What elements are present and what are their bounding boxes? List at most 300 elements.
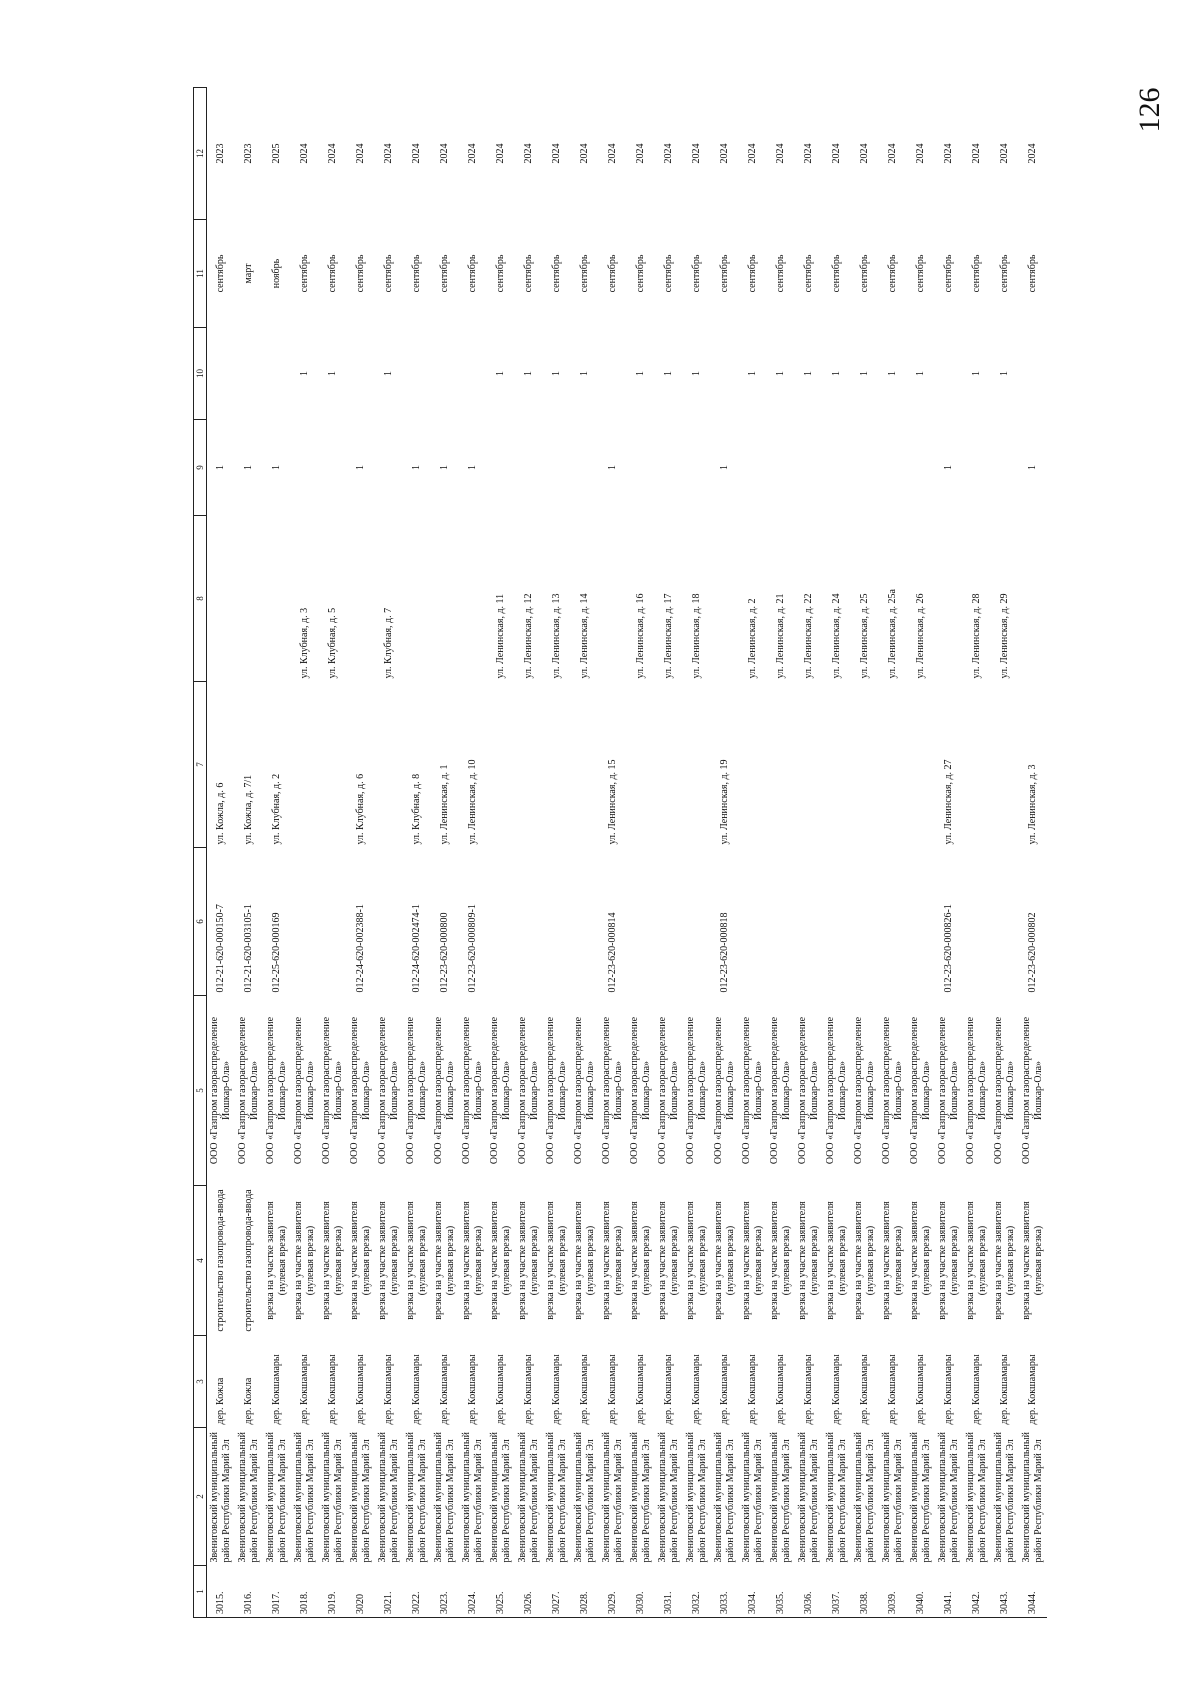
row-number: 3025. <box>487 1566 515 1618</box>
district-cell: Звениговский муниципальный район Республики Марий Эл <box>573 1432 596 1563</box>
count-cell-10: 1 <box>747 371 758 376</box>
month-cell: сентябрь <box>411 254 422 293</box>
organization-cell: ООО «Газпром газораспределение Йошкар-Ола» <box>545 1016 568 1165</box>
address-cell-alt <box>207 516 236 682</box>
district-cell: Звениговский муниципальный район Республики Марий Эл <box>657 1432 680 1563</box>
month-cell: сентябрь <box>775 254 786 293</box>
table-row <box>571 88 599 1618</box>
row-number: 3030. <box>627 1566 655 1618</box>
work-type-cell: врезка на участке заявителя (нулевая врезка) <box>461 1201 484 1320</box>
address-cell <box>375 682 403 848</box>
column-header: 5 <box>194 996 207 1186</box>
month-cell: сентябрь <box>859 254 870 293</box>
address-cell: ул. Клубная, д. 6 <box>355 773 366 845</box>
work-type-cell: врезка на участке заявителя (нулевая врезка) <box>937 1201 960 1320</box>
count-cell-9: 1 <box>243 465 254 470</box>
address-cell-alt: ул. Ленинская, д. 18 <box>691 593 702 679</box>
district-cell: Звениговский муниципальный район Республики Марий Эл <box>853 1432 876 1563</box>
count-cell-9: 1 <box>411 465 422 470</box>
application-code-cell <box>823 848 851 996</box>
count-cell-10: 1 <box>887 371 898 376</box>
row-number: 3034. <box>739 1566 767 1618</box>
table-row <box>459 88 487 1618</box>
application-code-cell <box>963 848 991 996</box>
row-number: 3038. <box>851 1566 879 1618</box>
work-type-cell: врезка на участке заявителя (нулевая врезка) <box>797 1201 820 1320</box>
month-cell: сентябрь <box>691 254 702 293</box>
count-cell-10 <box>347 328 375 420</box>
month-cell: сентябрь <box>383 254 394 293</box>
organization-cell: ООО «Газпром газораспределение Йошкар-Ола» <box>461 1016 484 1165</box>
column-header: 2 <box>194 1428 207 1566</box>
count-cell-9: 1 <box>355 465 366 470</box>
row-number: 3021. <box>375 1566 403 1618</box>
district-cell: Звениговский муниципальный район Республики Марий Эл <box>265 1432 288 1563</box>
month-cell: март <box>243 263 254 284</box>
month-cell: сентябрь <box>747 254 758 293</box>
address-cell-alt: ул. Ленинская, д. 13 <box>551 593 562 679</box>
organization-cell: ООО «Газпром газораспределение Йошкар-Ола» <box>769 1016 792 1165</box>
table-row <box>851 88 879 1618</box>
address-cell-alt: ул. Ленинская, д. 21 <box>775 593 786 679</box>
month-cell: сентябрь <box>439 254 450 293</box>
count-cell-10: 1 <box>299 371 310 376</box>
district-cell: Звениговский муниципальный район Республики Марий Эл <box>321 1432 344 1563</box>
village-cell: дер. Кокшамары <box>439 1354 450 1425</box>
count-cell-10 <box>599 328 627 420</box>
table-row <box>767 88 795 1618</box>
month-cell: сентябрь <box>999 254 1010 293</box>
table-row <box>1019 88 1047 1618</box>
address-cell <box>515 682 543 848</box>
month-cell: сентябрь <box>495 254 506 293</box>
year-cell: 2024 <box>495 143 506 164</box>
address-cell-alt: ул. Ленинская, д. 16 <box>635 593 646 679</box>
address-cell <box>543 682 571 848</box>
table-row <box>319 88 347 1618</box>
village-cell: дер. Кокшамары <box>607 1354 618 1425</box>
row-number: 3019. <box>319 1566 347 1618</box>
village-cell: дер. Кожла <box>243 1377 254 1425</box>
row-number: 3018. <box>291 1566 319 1618</box>
work-type-cell: врезка на участке заявителя (нулевая врезка) <box>741 1201 764 1320</box>
application-code-cell: 012-21-620-003105-1 <box>243 904 254 993</box>
table-row <box>935 88 963 1618</box>
table-row <box>963 88 991 1618</box>
village-cell: дер. Кокшамары <box>467 1354 478 1425</box>
work-type-cell: врезка на участке заявителя (нулевая врезка) <box>405 1201 428 1320</box>
table-row <box>487 88 515 1618</box>
village-cell: дер. Кокшамары <box>299 1354 310 1425</box>
year-cell: 2024 <box>579 143 590 164</box>
table-row <box>403 88 431 1618</box>
application-code-cell: 012-23-620-000818 <box>719 912 730 993</box>
application-code-cell <box>515 848 543 996</box>
year-cell: 2024 <box>915 143 926 164</box>
address-cell <box>627 682 655 848</box>
row-number: 3027. <box>543 1566 571 1618</box>
application-code-cell <box>627 848 655 996</box>
district-cell: Звениговский муниципальный район Республики Марий Эл <box>713 1432 736 1563</box>
district-cell: Звениговский муниципальный район Республики Марий Эл <box>545 1432 568 1563</box>
year-cell: 2023 <box>243 143 254 164</box>
table-row <box>655 88 683 1618</box>
count-cell-10: 1 <box>327 371 338 376</box>
row-number: 3024. <box>459 1566 487 1618</box>
address-cell-alt <box>599 516 627 682</box>
village-cell: дер. Кокшамары <box>579 1354 590 1425</box>
year-cell: 2024 <box>607 143 618 164</box>
count-cell-9 <box>851 420 879 516</box>
work-type-cell: врезка на участке заявителя (нулевая врезка) <box>685 1201 708 1320</box>
application-code-cell <box>991 848 1019 996</box>
work-type-cell: врезка на участке заявителя (нулевая врезка) <box>993 1201 1016 1320</box>
district-cell: Звениговский муниципальный район Республики Марий Эл <box>881 1432 904 1563</box>
address-cell: ул. Ленинская, д. 15 <box>607 759 618 845</box>
column-number-row <box>194 88 207 1618</box>
organization-cell: ООО «Газпром газораспределение Йошкар-Ола» <box>993 1016 1016 1165</box>
count-cell-9 <box>319 420 347 516</box>
work-type-cell: врезка на участке заявителя (нулевая врезка) <box>601 1201 624 1320</box>
application-code-cell: 012-24-620-002388-1 <box>355 904 366 993</box>
month-cell: сентябрь <box>607 254 618 293</box>
table-row <box>627 88 655 1618</box>
district-cell: Звениговский муниципальный район Республики Марий Эл <box>769 1432 792 1563</box>
count-cell-10: 1 <box>495 371 506 376</box>
year-cell: 2024 <box>411 143 422 164</box>
count-cell-10: 1 <box>803 371 814 376</box>
count-cell-9: 1 <box>439 465 450 470</box>
organization-cell: ООО «Газпром газораспределение Йошкар-Ола» <box>825 1016 848 1165</box>
row-number: 3036. <box>795 1566 823 1618</box>
table-row <box>207 88 236 1618</box>
month-cell: сентябрь <box>887 254 898 293</box>
row-number: 3022. <box>403 1566 431 1618</box>
organization-cell: ООО «Газпром газораспределение Йошкар-Ола» <box>937 1016 960 1165</box>
year-cell: 2024 <box>747 143 758 164</box>
row-number: 3033. <box>711 1566 739 1618</box>
village-cell: дер. Кокшамары <box>495 1354 506 1425</box>
application-code-cell <box>543 848 571 996</box>
month-cell: сентябрь <box>971 254 982 293</box>
table-row <box>599 88 627 1618</box>
district-cell: Звениговский муниципальный район Республики Марий Эл <box>209 1432 232 1563</box>
organization-cell: ООО «Газпром газораспределение Йошкар-Ола» <box>657 1016 680 1165</box>
organization-cell: ООО «Газпром газораспределение Йошкар-Ола» <box>573 1016 596 1165</box>
table-row <box>263 88 291 1618</box>
month-cell: сентябрь <box>803 254 814 293</box>
address-cell-alt <box>935 516 963 682</box>
village-cell: дер. Кокшамары <box>411 1354 422 1425</box>
count-cell-10: 1 <box>915 371 926 376</box>
address-cell-alt: ул. Ленинская, д. 25а <box>887 589 898 679</box>
row-number: 3020 <box>347 1566 375 1618</box>
year-cell: 2024 <box>523 143 534 164</box>
work-type-cell: строительство газопровода-ввода <box>215 1189 226 1332</box>
count-cell-9: 1 <box>271 465 282 470</box>
count-cell-9 <box>375 420 403 516</box>
organization-cell: ООО «Газпром газораспределение Йошкар-Ола» <box>517 1016 540 1165</box>
organization-cell: ООО «Газпром газораспределение Йошкар-Ола» <box>321 1016 344 1165</box>
row-number: 3032. <box>683 1566 711 1618</box>
year-cell: 2024 <box>327 143 338 164</box>
table-row <box>235 88 263 1618</box>
column-header: 8 <box>194 516 207 682</box>
application-code-cell <box>319 848 347 996</box>
address-cell <box>795 682 823 848</box>
village-cell: дер. Кокшамары <box>747 1354 758 1425</box>
address-cell-alt: ул. Ленинская, д. 12 <box>523 593 534 679</box>
year-cell: 2024 <box>439 143 450 164</box>
address-cell <box>487 682 515 848</box>
count-cell-9 <box>991 420 1019 516</box>
application-code-cell <box>375 848 403 996</box>
count-cell-9: 1 <box>467 465 478 470</box>
month-cell: сентябрь <box>215 254 226 293</box>
application-code-cell: 012-23-620-000809-1 <box>467 904 478 993</box>
village-cell: дер. Кокшамары <box>523 1354 534 1425</box>
organization-cell: ООО «Газпром газораспределение Йошкар-Ола» <box>797 1016 820 1165</box>
village-cell: дер. Кокшамары <box>355 1354 366 1425</box>
address-cell-alt: ул. Ленинская, д. 17 <box>663 593 674 679</box>
district-cell: Звениговский муниципальный район Республики Марий Эл <box>993 1432 1016 1563</box>
district-cell: Звениговский муниципальный район Республики Марий Эл <box>433 1432 456 1563</box>
address-cell-alt <box>235 516 263 682</box>
work-type-cell: врезка на участке заявителя (нулевая врезка) <box>881 1201 904 1320</box>
count-cell-9 <box>543 420 571 516</box>
row-number: 3042. <box>963 1566 991 1618</box>
address-cell-alt: ул. Клубная, д. 7 <box>383 607 394 679</box>
month-cell: сентябрь <box>943 254 954 293</box>
village-cell: дер. Кожла <box>215 1377 226 1425</box>
organization-cell: ООО «Газпром газораспределение Йошкар-Ола» <box>209 1016 232 1165</box>
address-cell <box>319 682 347 848</box>
year-cell: 2024 <box>551 143 562 164</box>
year-cell: 2024 <box>719 143 730 164</box>
work-type-cell: врезка на участке заявителя (нулевая врезка) <box>489 1201 512 1320</box>
application-code-cell: 012-24-620-002474-1 <box>411 904 422 993</box>
address-cell-alt <box>459 516 487 682</box>
month-cell: сентябрь <box>1027 254 1038 293</box>
year-cell: 2023 <box>215 143 226 164</box>
month-cell: сентябрь <box>467 254 478 293</box>
count-cell-9 <box>487 420 515 516</box>
year-cell: 2024 <box>971 143 982 164</box>
application-code-cell <box>571 848 599 996</box>
table-row <box>991 88 1019 1618</box>
work-type-cell: строительство газопровода-ввода <box>243 1189 254 1332</box>
village-cell: дер. Кокшамары <box>999 1354 1010 1425</box>
organization-cell: ООО «Газпром газораспределение Йошкар-Ола» <box>489 1016 512 1165</box>
district-cell: Звениговский муниципальный район Республики Марий Эл <box>489 1432 512 1563</box>
district-cell: Звениговский муниципальный район Республики Марий Эл <box>517 1432 540 1563</box>
address-cell-alt: ул. Ленинская, д. 25 <box>859 593 870 679</box>
year-cell: 2024 <box>775 143 786 164</box>
work-type-cell: врезка на участке заявителя (нулевая врезка) <box>265 1201 288 1320</box>
count-cell-9 <box>571 420 599 516</box>
count-cell-9 <box>907 420 935 516</box>
count-cell-10: 1 <box>971 371 982 376</box>
village-cell: дер. Кокшамары <box>663 1354 674 1425</box>
application-code-cell: 012-23-620-000826-1 <box>943 904 954 993</box>
table-row <box>683 88 711 1618</box>
count-cell-10 <box>431 328 459 420</box>
month-cell: сентябрь <box>523 254 534 293</box>
column-header: 6 <box>194 848 207 996</box>
organization-cell: ООО «Газпром газораспределение Йошкар-Ола» <box>881 1016 904 1165</box>
table-row <box>879 88 907 1618</box>
year-cell: 2024 <box>1027 143 1038 164</box>
count-cell-10: 1 <box>579 371 590 376</box>
row-number: 3017. <box>263 1566 291 1618</box>
address-cell <box>291 682 319 848</box>
count-cell-9 <box>879 420 907 516</box>
district-cell: Звениговский муниципальный район Республики Марий Эл <box>909 1432 932 1563</box>
count-cell-9 <box>795 420 823 516</box>
district-cell: Звениговский муниципальный район Республики Марий Эл <box>629 1432 652 1563</box>
address-cell-alt: ул. Ленинская, д. 28 <box>971 593 982 679</box>
registry-sheet <box>193 88 1044 1618</box>
district-cell: Звениговский муниципальный район Республики Марий Эл <box>825 1432 848 1563</box>
column-header: 7 <box>194 682 207 848</box>
village-cell: дер. Кокшамары <box>943 1354 954 1425</box>
month-cell: сентябрь <box>663 254 674 293</box>
month-cell: сентябрь <box>579 254 590 293</box>
row-number: 3041. <box>935 1566 963 1618</box>
application-code-cell <box>907 848 935 996</box>
address-cell-alt: ул. Ленинская, д. 11 <box>495 593 506 679</box>
village-cell: дер. Кокшамары <box>775 1354 786 1425</box>
column-header: 11 <box>194 220 207 328</box>
organization-cell: ООО «Газпром газораспределение Йошкар-Ола» <box>629 1016 652 1165</box>
column-header: 12 <box>194 88 207 220</box>
work-type-cell: врезка на участке заявителя (нулевая врезка) <box>853 1201 876 1320</box>
address-cell: ул. Ленинская, д. 19 <box>719 759 730 845</box>
address-cell <box>963 682 991 848</box>
work-type-cell: врезка на участке заявителя (нулевая врезка) <box>545 1201 568 1320</box>
address-cell-alt <box>1019 516 1047 682</box>
count-cell-10: 1 <box>775 371 786 376</box>
village-cell: дер. Кокшамары <box>831 1354 842 1425</box>
address-cell <box>879 682 907 848</box>
village-cell: дер. Кокшамары <box>383 1354 394 1425</box>
village-cell: дер. Кокшамары <box>551 1354 562 1425</box>
column-header: 10 <box>194 328 207 420</box>
table-row <box>515 88 543 1618</box>
count-cell-10: 1 <box>663 371 674 376</box>
village-cell: дер. Кокшамары <box>635 1354 646 1425</box>
column-header: 4 <box>194 1186 207 1336</box>
count-cell-10: 1 <box>691 371 702 376</box>
work-type-cell: врезка на участке заявителя (нулевая врезка) <box>713 1201 736 1320</box>
village-cell: дер. Кокшамары <box>1027 1354 1038 1425</box>
district-cell: Звениговский муниципальный район Республики Марий Эл <box>293 1432 316 1563</box>
work-type-cell: врезка на участке заявителя (нулевая врезка) <box>433 1201 456 1320</box>
organization-cell: ООО «Газпром газораспределение Йошкар-Ола» <box>265 1016 288 1165</box>
organization-cell: ООО «Газпром газораспределение Йошкар-Ола» <box>377 1016 400 1165</box>
month-cell: сентябрь <box>635 254 646 293</box>
work-type-cell: врезка на участке заявителя (нулевая врезка) <box>909 1201 932 1320</box>
address-cell <box>767 682 795 848</box>
address-cell-alt: ул. Ленинская, д. 14 <box>579 593 590 679</box>
address-cell-alt <box>263 516 291 682</box>
application-code-cell <box>879 848 907 996</box>
address-cell-alt: ул. Ленинская, д. 26 <box>915 593 926 679</box>
district-cell: Звениговский муниципальный район Республики Марий Эл <box>405 1432 428 1563</box>
month-cell: ноябрь <box>271 258 282 289</box>
count-cell-9 <box>767 420 795 516</box>
application-code-cell: 012-25-620-000169 <box>271 912 282 993</box>
district-cell: Звениговский муниципальный район Республики Марий Эл <box>237 1432 260 1563</box>
application-code-cell <box>739 848 767 996</box>
count-cell-9: 1 <box>943 465 954 470</box>
address-cell-alt: ул. Клубная, д. 5 <box>327 607 338 679</box>
count-cell-9 <box>739 420 767 516</box>
address-cell: ул. Кожла, д. 6 <box>215 782 226 845</box>
work-type-cell: врезка на участке заявителя (нулевая врезка) <box>629 1201 652 1320</box>
district-cell: Звениговский муниципальный район Республики Марий Эл <box>797 1432 820 1563</box>
address-cell-alt <box>431 516 459 682</box>
village-cell: дер. Кокшамары <box>859 1354 870 1425</box>
row-number: 3037. <box>823 1566 851 1618</box>
column-header: 9 <box>194 420 207 516</box>
address-cell <box>655 682 683 848</box>
application-code-cell: 012-23-620-000802 <box>1027 912 1038 993</box>
work-type-cell: врезка на участке заявителя (нулевая врезка) <box>293 1201 316 1320</box>
count-cell-9: 1 <box>607 465 618 470</box>
table-row <box>795 88 823 1618</box>
village-cell: дер. Кокшамары <box>327 1354 338 1425</box>
address-cell-alt: ул. Клубная, д. 3 <box>299 607 310 679</box>
district-cell: Звениговский муниципальный район Республики Марий Эл <box>937 1432 960 1563</box>
address-cell-alt <box>403 516 431 682</box>
work-type-cell: врезка на участке заявителя (нулевая врезка) <box>657 1201 680 1320</box>
row-number: 3031. <box>655 1566 683 1618</box>
count-cell-10: 1 <box>523 371 534 376</box>
district-cell: Звениговский муниципальный район Республики Марий Эл <box>377 1432 400 1563</box>
count-cell-10 <box>263 328 291 420</box>
address-cell <box>851 682 879 848</box>
district-cell: Звениговский муниципальный район Республики Марий Эл <box>965 1432 988 1563</box>
count-cell-9 <box>683 420 711 516</box>
count-cell-9 <box>963 420 991 516</box>
month-cell: сентябрь <box>831 254 842 293</box>
table-row <box>375 88 403 1618</box>
row-number: 3023. <box>431 1566 459 1618</box>
table-row <box>543 88 571 1618</box>
work-type-cell: врезка на участке заявителя (нулевая врезка) <box>517 1201 540 1320</box>
row-number: 3028. <box>571 1566 599 1618</box>
count-cell-9 <box>627 420 655 516</box>
count-cell-10 <box>459 328 487 420</box>
year-cell: 2024 <box>635 143 646 164</box>
work-type-cell: врезка на участке заявителя (нулевая врезка) <box>825 1201 848 1320</box>
organization-cell: ООО «Газпром газораспределение Йошкар-Ола» <box>909 1016 932 1165</box>
row-number: 3039. <box>879 1566 907 1618</box>
organization-cell: ООО «Газпром газораспределение Йошкар-Ола» <box>601 1016 624 1165</box>
count-cell-10 <box>235 328 263 420</box>
row-number: 3029. <box>599 1566 627 1618</box>
address-cell: ул. Кожла, д. 7/1 <box>243 774 254 845</box>
village-cell: дер. Кокшамары <box>271 1354 282 1425</box>
organization-cell: ООО «Газпром газораспределение Йошкар-Ола» <box>405 1016 428 1165</box>
table-row <box>907 88 935 1618</box>
district-cell: Звениговский муниципальный район Республики Марий Эл <box>1021 1432 1044 1563</box>
count-cell-10 <box>403 328 431 420</box>
address-cell <box>991 682 1019 848</box>
work-type-cell: врезка на участке заявителя (нулевая врезка) <box>769 1201 792 1320</box>
count-cell-9 <box>655 420 683 516</box>
